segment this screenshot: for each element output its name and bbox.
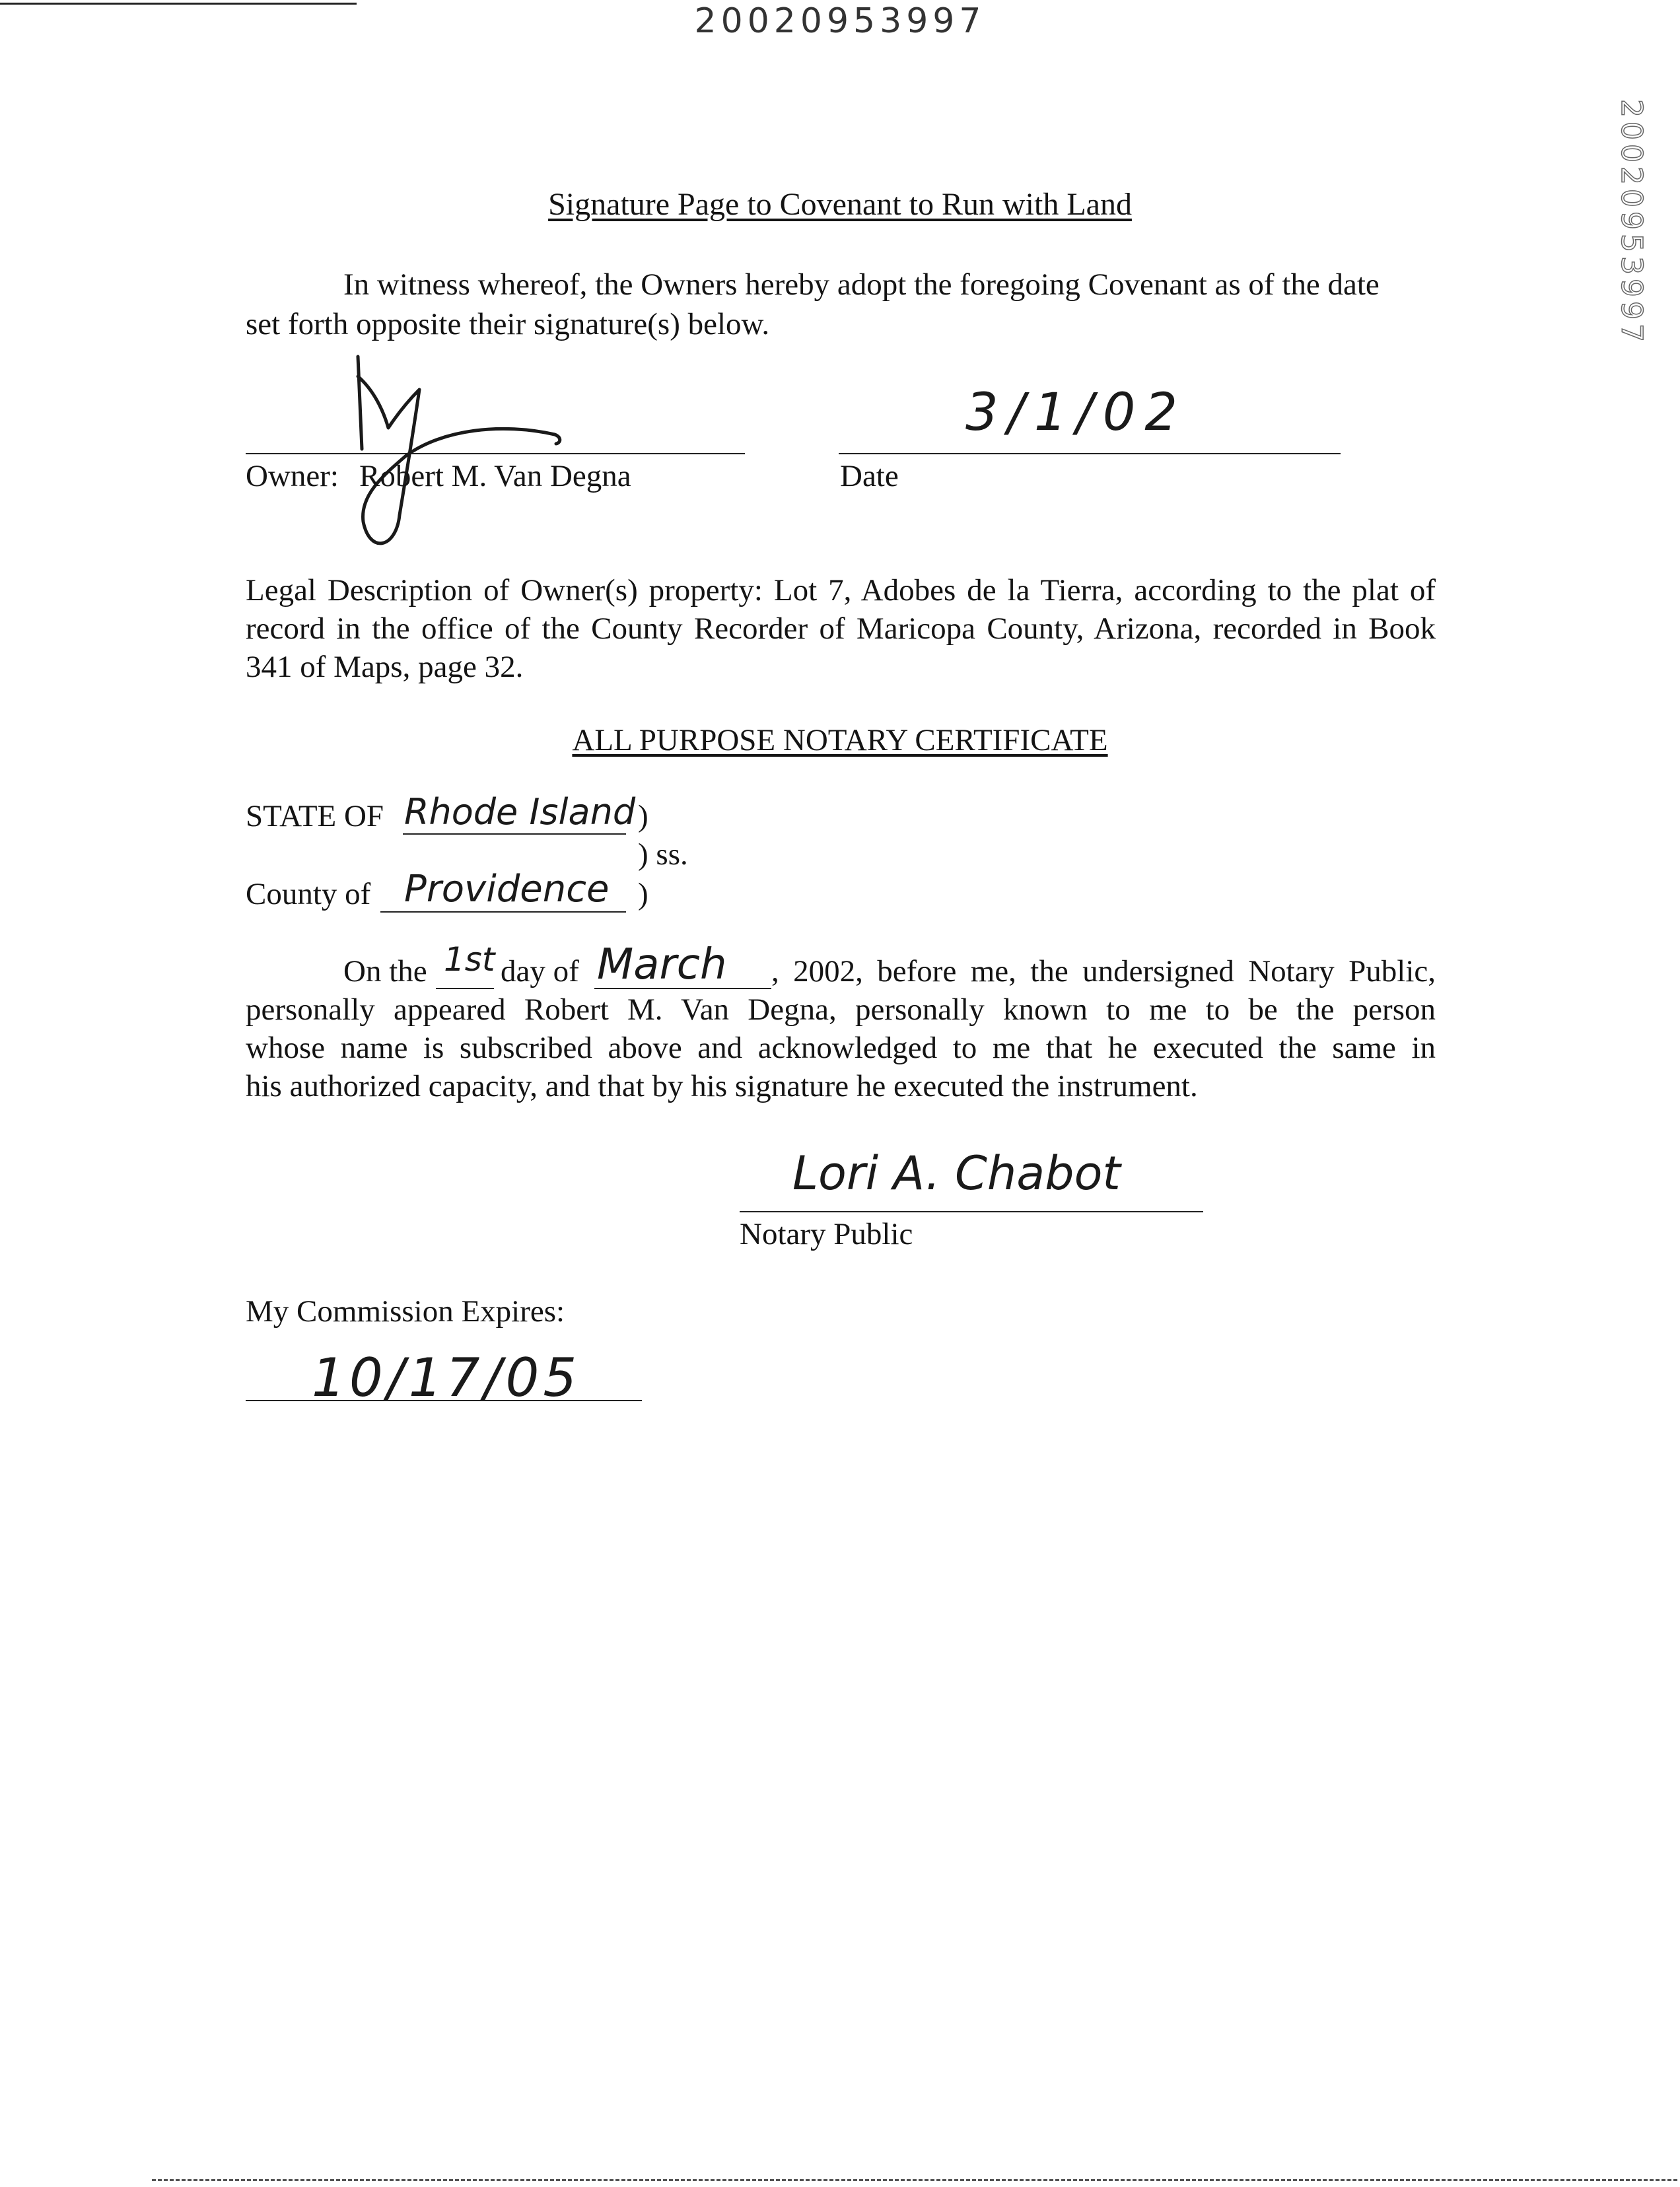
date-label: Date — [840, 459, 899, 493]
notary-heading: ALL PURPOSE NOTARY CERTIFICATE — [572, 723, 1108, 757]
commission-date: 10/17/05 — [312, 1347, 581, 1408]
signed-date: 3/1/02 — [965, 383, 1187, 442]
notary-label: Notary Public — [740, 1217, 913, 1251]
ack-line-3: whose name is subscribed above and acknowledged to me that he executed the same in — [246, 1031, 1436, 1065]
ss-label: ) ss. — [638, 837, 688, 872]
bottom-rule — [152, 2179, 1677, 2181]
witness-line-1: In witness whereof, the Owners hereby adopt the foregoing Covenant as of the date — [343, 267, 1380, 302]
ack-suffix: , 2002, before me, the undersigned Notary Public, — [771, 954, 1436, 989]
notary-signature: Lori A. Chabot — [792, 1146, 1121, 1200]
ack-prefix: On the — [343, 954, 427, 989]
county-paren: ) — [638, 877, 648, 911]
owner-label: Owner: — [246, 459, 339, 493]
state-line — [403, 833, 626, 835]
legal-description-line-3: 341 of Maps, page 32. — [246, 650, 524, 684]
county-label: County of — [246, 877, 371, 911]
ack-day-line — [436, 988, 494, 989]
ack-month: March — [597, 940, 727, 989]
county-value: Providence — [404, 868, 610, 911]
ack-line-2: personally appeared Robert M. Van Degna, personally known to me to be the person — [246, 992, 1436, 1027]
county-line — [380, 911, 626, 913]
legal-description-line-2: record in the office of the County Recorder of Maricopa County, Arizona, recorded in Book — [246, 611, 1436, 646]
ack-day: 1st — [444, 940, 495, 979]
state-paren: ) — [638, 799, 648, 833]
owner-name: Robert M. Van Degna — [359, 459, 631, 493]
state-label: STATE OF — [246, 799, 384, 833]
legal-description-line-1: Legal Description of Owner(s) property: Lot 7, Adobes de la Tierra, according to the plat of — [246, 573, 1436, 608]
page-title: Signature Page to Covenant to Run with Land — [548, 187, 1132, 222]
ack-day-of: day of — [501, 954, 579, 989]
ack-line-4: his authorized capacity, and that by his signature he executed the instrument. — [246, 1069, 1198, 1103]
witness-line-2: set forth opposite their signature(s) below. — [246, 307, 770, 341]
notary-signature-line — [740, 1211, 1203, 1212]
commission-label: My Commission Expires: — [246, 1294, 565, 1329]
document-number: 20020953997 — [694, 1, 986, 41]
state-value: Rhode Island — [404, 791, 636, 833]
date-signature-line — [839, 453, 1341, 454]
side-stamp-number: 20020953997 — [1615, 99, 1648, 346]
